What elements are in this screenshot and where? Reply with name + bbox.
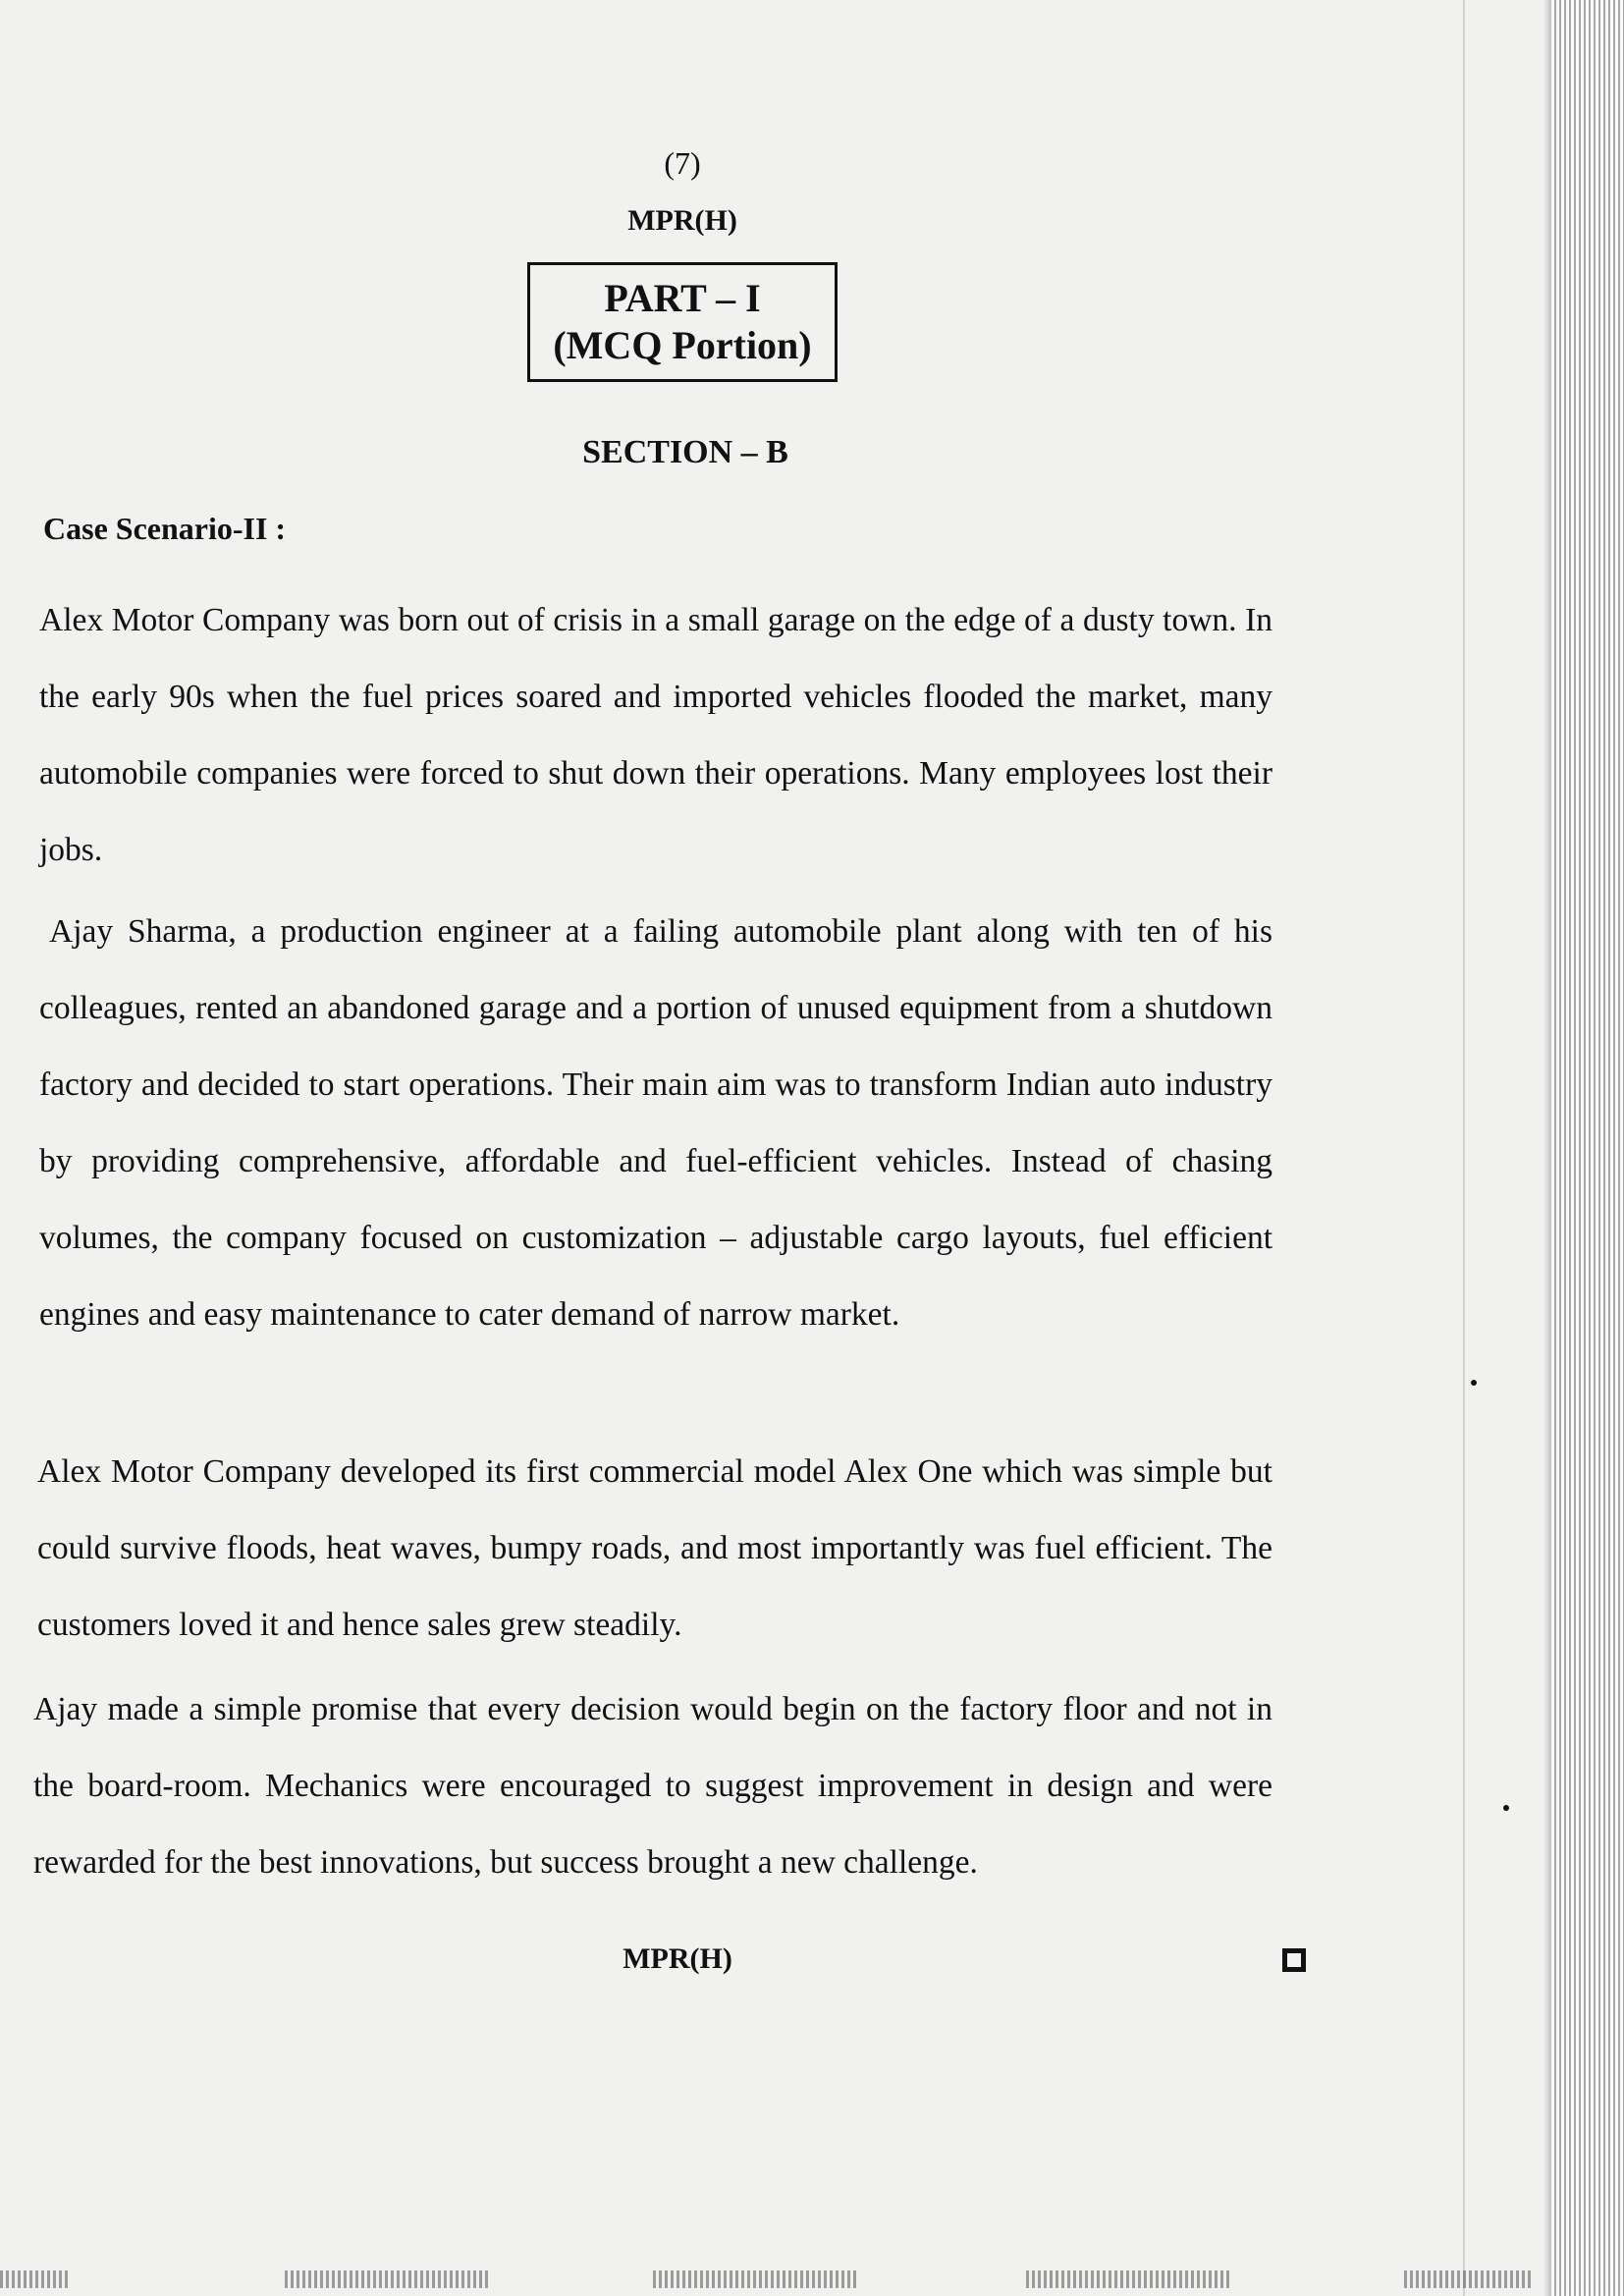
page-fold-line xyxy=(1463,0,1465,2296)
paper-code-header: MPR(H) xyxy=(627,204,737,237)
part-title-box xyxy=(527,262,838,382)
paper-code-footer: MPR(H) xyxy=(623,1942,732,1975)
case-paragraph: Alex Motor Company was born out of crisis in a small garage on the edge of a dusty town. In the early 90s when the fuel prices soared and imported vehicles flooded the market, many automobile companies were forced to shut down their operations. Many employees lost their jobs. xyxy=(39,602,1272,868)
case-scenario-heading: Case Scenario-II : xyxy=(43,511,287,546)
scan-artifact xyxy=(1404,2270,1532,2288)
hollow-square-icon xyxy=(1282,1948,1306,1972)
scan-artifact xyxy=(653,2270,859,2288)
case-paragraph: Ajay Sharma, a production engineer at a failing automobile plant along with ten of his colleagues, rented an abandoned garage and a portion of unused equipment from a shutdown factory and decided to start operations. Their main aim was to transform Indian auto industry by providing comprehensive, affordable and fuel-efficient vehicles. Instead of chasing volumes, the company focused on customization – adjustable cargo layouts, fuel efficient engines and easy maintenance to cater demand of narrow market. xyxy=(39,913,1272,1333)
page-number: (7) xyxy=(664,145,701,181)
section-heading: SECTION – B xyxy=(582,434,788,470)
case-paragraph: Alex Motor Company developed its first commercial model Alex One which was simple but could survive floods, heat waves, bumpy roads, and most importantly was fuel efficient. The customers loved it and hence sales grew steadily. xyxy=(37,1453,1272,1643)
part-subtitle: (MCQ Portion) xyxy=(553,323,812,367)
scan-artifact xyxy=(1026,2270,1232,2288)
scan-speck xyxy=(1503,1805,1509,1811)
book-binding-edge xyxy=(1551,0,1624,2296)
case-paragraph: Ajay made a simple promise that every decision would begin on the factory floor and not in the board-room. Mechanics were encouraged to suggest improvement in design and were rewarded for the best innovations, but success brought a new challenge. xyxy=(33,1691,1272,1881)
scan-speck xyxy=(1471,1380,1477,1386)
part-title: PART – I xyxy=(604,276,761,320)
scan-artifact xyxy=(0,2270,69,2288)
scan-artifact xyxy=(285,2270,491,2288)
